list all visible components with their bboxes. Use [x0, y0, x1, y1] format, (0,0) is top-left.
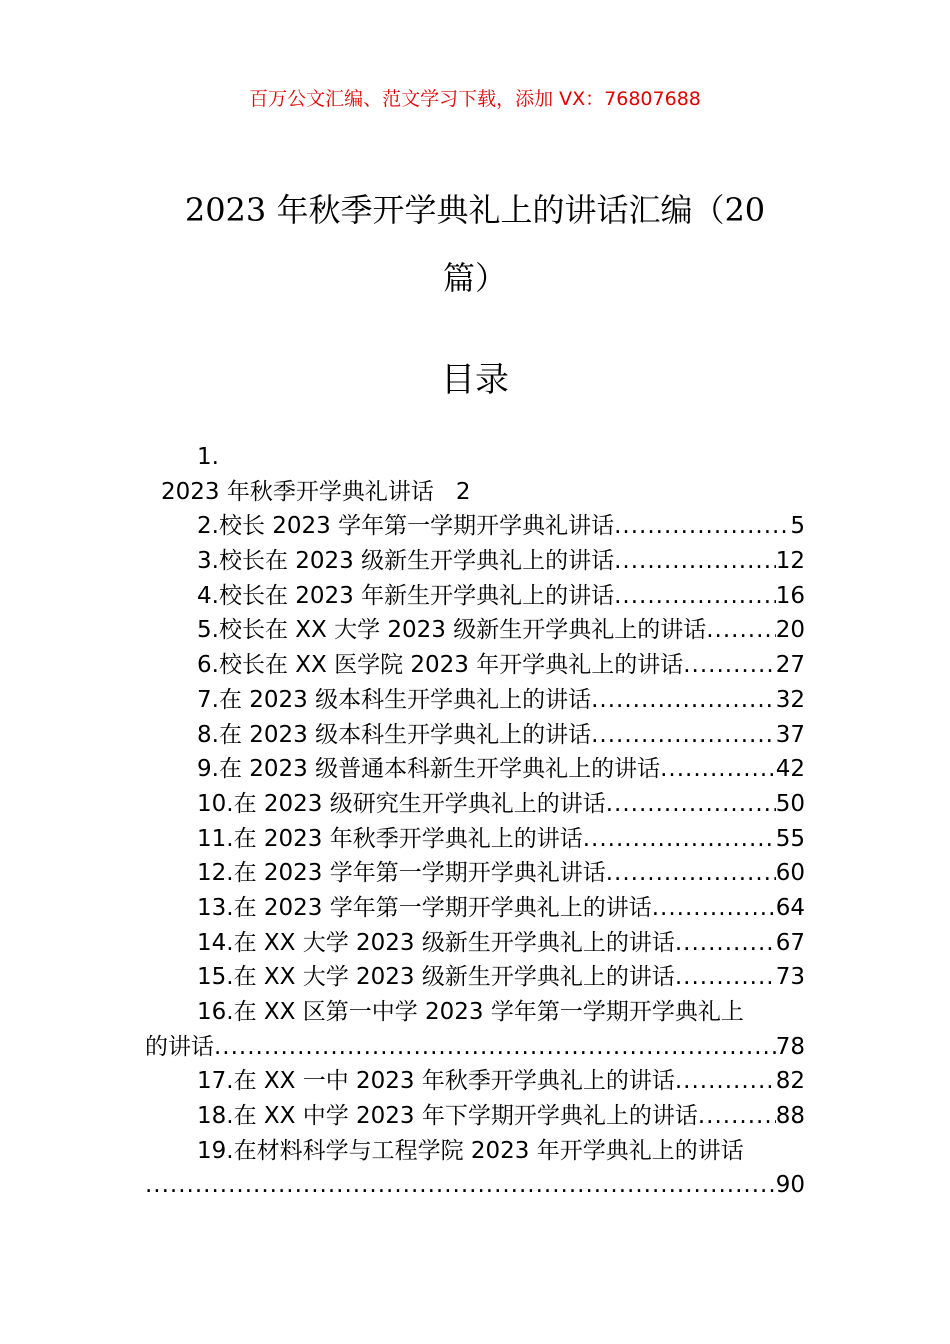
toc-entry-page: 5 — [790, 513, 805, 540]
toc-leader-dots — [591, 683, 776, 718]
document-title — [120, 176, 830, 312]
toc-entry-title: 2.校长 2023 学年第一学期开学典礼讲话 — [197, 513, 615, 540]
toc-entry-title: 2023 年秋季开学典礼讲话 — [161, 478, 434, 505]
toc-entry-title: 11.在 2023 年秋季开学典礼上的讲话 — [197, 825, 583, 852]
toc-entry-page: 16 — [775, 582, 805, 609]
toc-leader-dots — [614, 579, 776, 614]
toc-entry-16[interactable] — [145, 995, 805, 1030]
toc-entry-page: 60 — [775, 860, 805, 887]
toc-entry[interactable] — [145, 926, 805, 961]
toc-entry[interactable] — [145, 613, 805, 648]
toc-entry-page: 67 — [775, 929, 805, 956]
toc-leader-dots — [698, 1099, 776, 1134]
toc-entry-page: 88 — [775, 1103, 805, 1130]
toc-leader-dots — [675, 1064, 776, 1099]
toc-entry-page: 90 — [775, 1172, 805, 1199]
toc-entry[interactable] — [145, 544, 805, 579]
toc-leader-dots — [606, 787, 776, 822]
toc-leader-dots — [683, 648, 775, 683]
toc-entry-16-continued[interactable] — [145, 1030, 805, 1065]
toc-entry[interactable] — [145, 648, 805, 683]
toc-entry[interactable] — [145, 891, 805, 926]
toc-entry-title: 12.在 2023 学年第一学期开学典礼讲话 — [197, 860, 606, 887]
toc-entry-title: 3.校长在 2023 级新生开学典礼上的讲话 — [197, 548, 615, 575]
toc-entry-title: 18.在 XX 中学 2023 年下学期开学典礼上的讲话 — [197, 1103, 698, 1130]
toc-entry-page: 78 — [775, 1033, 805, 1060]
toc-entry-title: 7.在 2023 级本科生开学典礼上的讲话 — [197, 686, 592, 713]
toc-entry[interactable] — [145, 1064, 805, 1099]
document-title-line2: 篇） — [442, 259, 507, 297]
toc-entry-page: 20 — [775, 617, 805, 644]
toc-heading: 目录 — [441, 360, 509, 400]
toc-entry-title: 5.校长在 XX 大学 2023 级新生开学典礼上的讲话 — [197, 617, 707, 644]
toc-entry-title: 16.在 XX 区第一中学 2023 学年第一学期开学典礼上 — [197, 999, 744, 1025]
toc-entry-title: 14.在 XX 大学 2023 级新生开学典礼上的讲话 — [197, 929, 675, 956]
toc-leader-dots — [583, 822, 776, 857]
toc-entry-page: 37 — [775, 721, 805, 748]
toc-entry-1[interactable] — [145, 475, 805, 510]
toc-entry-title: 9.在 2023 级普通本科新生开学典礼上的讲话 — [197, 756, 661, 783]
toc-leader-dots — [675, 960, 776, 995]
toc-entry-19[interactable] — [145, 1134, 805, 1169]
toc-entry-title-continued: 的讲话 — [145, 1033, 214, 1060]
toc-entry[interactable] — [145, 787, 805, 822]
toc-entry-page: 42 — [775, 756, 805, 783]
toc-entry-title: 13.在 2023 学年第一学期开学典礼上的讲话 — [197, 894, 652, 921]
toc-entry-title: 4.校长在 2023 年新生开学典礼上的讲话 — [197, 582, 615, 609]
toc-entry-19-continued[interactable] — [145, 1168, 805, 1203]
document-title-line1: 2023 年秋季开学典礼上的讲话汇编（20 — [184, 191, 766, 229]
toc-entry-title: 19.在材料科学与工程学院 2023 年开学典礼上的讲话 — [197, 1137, 744, 1164]
toc-leader-dots — [591, 718, 776, 753]
toc-leader-dots — [614, 509, 790, 544]
toc-entry-page: 32 — [775, 686, 805, 713]
toc-leader-dots — [606, 856, 776, 891]
toc-entry-page: 82 — [775, 1068, 805, 1095]
toc-leader-dots — [675, 926, 776, 961]
toc-leader-dots — [145, 1168, 776, 1203]
toc-leader-dots — [660, 752, 776, 787]
toc-entry-page: 73 — [775, 964, 805, 991]
toc-entry-title: 17.在 XX 一中 2023 年秋季开学典礼上的讲话 — [197, 1068, 675, 1095]
header-watermark-note: 百万公文汇编、范文学习下载，添加 VX：76807688 — [249, 88, 701, 110]
toc-entry-page: 50 — [775, 790, 805, 817]
toc-entry-title: 8.在 2023 级本科生开学典礼上的讲话 — [197, 721, 592, 748]
toc-entry[interactable] — [145, 1099, 805, 1134]
toc-entry[interactable] — [145, 960, 805, 995]
toc-entry[interactable] — [145, 822, 805, 857]
toc-entry-page: 64 — [775, 894, 805, 921]
toc-entry[interactable] — [145, 752, 805, 787]
toc-entry[interactable] — [145, 579, 805, 614]
toc-entry-title: 10.在 2023 级研究生开学典礼上的讲话 — [197, 790, 606, 817]
toc-entry-page: 27 — [775, 652, 805, 679]
table-of-contents — [145, 440, 805, 1203]
toc-entry-title: 6.校长在 XX 医学院 2023 年开学典礼上的讲话 — [197, 652, 684, 679]
toc-leader-dots — [614, 544, 776, 579]
toc-leader-dots — [214, 1030, 776, 1065]
toc-entry[interactable] — [145, 718, 805, 753]
toc-leader-dots — [706, 613, 775, 648]
toc-entry-page: 55 — [775, 825, 805, 852]
toc-entry-page: 12 — [775, 548, 805, 575]
toc-entry[interactable] — [145, 856, 805, 891]
toc-leader-dots — [652, 891, 776, 926]
toc-entry-1-number[interactable]: 1. — [197, 444, 219, 470]
toc-entry-title: 15.在 XX 大学 2023 级新生开学典礼上的讲话 — [197, 964, 675, 991]
toc-entry-page: 2 — [455, 478, 471, 505]
toc-entry[interactable] — [145, 683, 805, 718]
toc-entry[interactable] — [145, 509, 805, 544]
